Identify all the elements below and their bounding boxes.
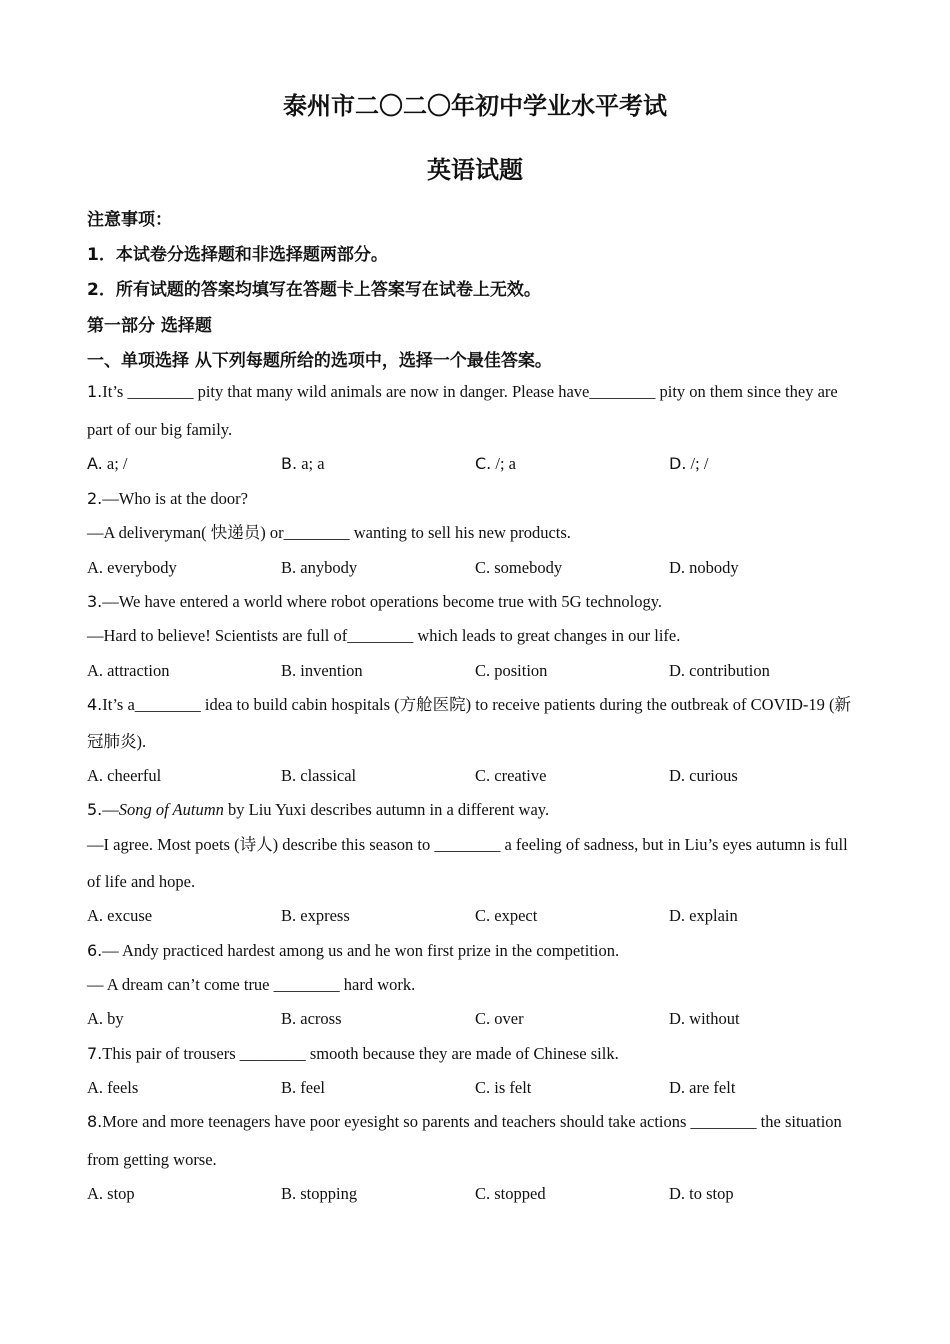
exam-title: 泰州市二〇二〇年初中学业水平考试 — [283, 92, 667, 120]
question-4-stem — [87, 694, 867, 716]
question-number: 6. — [87, 941, 103, 960]
option-d: D. curious — [669, 766, 738, 785]
option-b: B. invention — [281, 661, 363, 680]
question-3-stem — [87, 591, 867, 613]
question-text: More and more teenagers have poor eyesight so parents and teachers should take actions ________ the situation — [102, 1112, 842, 1131]
question-8-stem-cont: from getting worse. — [87, 1150, 217, 1169]
option-b: B. classical — [281, 766, 357, 785]
option-c: C. expect — [475, 906, 538, 925]
notice-header: 注意事项： — [87, 210, 172, 230]
notice-item: 2．所有试题的答案均填写在答题卡上答案写在试卷上无效。 — [87, 280, 541, 300]
question-2-stem-cont: —A deliveryman( 快递员) or________ wanting to sell his new products. — [87, 523, 571, 542]
question-number: 7. — [87, 1044, 103, 1063]
question-number: 4. — [87, 695, 103, 714]
option-a: A. attraction — [87, 661, 170, 680]
question-6-stem — [87, 940, 867, 962]
option-a: A. cheerful — [87, 766, 162, 785]
option-b: B. stopping — [281, 1184, 358, 1203]
option-c: C. is felt — [475, 1078, 532, 1097]
exam-subtitle: 英语试题 — [427, 156, 523, 184]
option-c: C. position — [475, 661, 548, 680]
question-text: —Who is at the door? — [102, 489, 248, 508]
option-d: D. nobody — [669, 558, 739, 577]
option-d: D. without — [669, 1009, 740, 1028]
option-a: A. excuse — [87, 906, 153, 925]
question-text: — Andy practiced hardest among us and he won first prize in the competition. — [102, 941, 620, 960]
option-d: D. to stop — [669, 1184, 734, 1203]
question-text: It’s ________ pity that many wild animals are now in danger. Please have________ pity on them since they are — [102, 382, 838, 401]
option-a: A. a; / — [87, 454, 128, 473]
question-text: It’s a________ idea to build cabin hospitals (方舱医院) to receive patients during the outbreak of COVID-19 (新 — [102, 695, 852, 714]
option-c: C. somebody — [475, 558, 563, 577]
option-a: A. everybody — [87, 558, 177, 577]
option-d: D. contribution — [669, 661, 770, 680]
question-5-stem — [87, 799, 867, 821]
question-7-stem — [87, 1043, 867, 1065]
part-heading: 第一部分 选择题 — [87, 316, 212, 336]
option-c: C. /; a — [475, 454, 517, 473]
poem-title: Song of Autumn — [118, 800, 224, 819]
question-3-stem-cont: —Hard to believe! Scientists are full of________ which leads to great changes in our life. — [87, 626, 681, 645]
option-d: D. are felt — [669, 1078, 736, 1097]
question-4-stem-cont: 冠肺炎). — [87, 732, 147, 751]
question-5-stem-cont: —I agree. Most poets (诗人) describe this season to ________ a feeling of sadness, but in Liu’s eyes autumn is full — [87, 835, 848, 854]
option-c: C. over — [475, 1009, 524, 1028]
question-number: 1. — [87, 382, 103, 401]
question-1-stem-cont: part of our big family. — [87, 420, 233, 439]
option-b: B. across — [281, 1009, 342, 1028]
question-6-stem-cont: — A dream can’t come true ________ hard work. — [87, 975, 416, 994]
question-5-stem-cont: of life and hope. — [87, 872, 196, 891]
option-a: A. by — [87, 1009, 124, 1028]
question-2-stem — [87, 488, 867, 510]
question-number: 5. — [87, 800, 103, 819]
option-c: C. stopped — [475, 1184, 546, 1203]
option-a: A. stop — [87, 1184, 135, 1203]
option-b: B. express — [281, 906, 350, 925]
option-b: B. anybody — [281, 558, 358, 577]
option-a: A. feels — [87, 1078, 139, 1097]
notice-item: 1．本试卷分选择题和非选择题两部分。 — [87, 245, 388, 265]
question-text: This pair of trousers ________ smooth because they are made of Chinese silk. — [102, 1044, 619, 1063]
question-1-stem — [87, 381, 867, 403]
option-d: D. /; / — [669, 454, 709, 473]
option-d: D. explain — [669, 906, 738, 925]
option-b: B. a; a — [281, 454, 325, 473]
option-c: C. creative — [475, 766, 547, 785]
question-text: by Liu Yuxi describes autumn in a different way. — [223, 800, 550, 819]
option-b: B. feel — [281, 1078, 325, 1097]
question-text: — — [102, 800, 119, 819]
section-heading: 一、单项选择 从下列每题所给的选项中，选择一个最佳答案。 — [87, 351, 552, 371]
question-number: 3. — [87, 592, 103, 611]
question-8-stem — [87, 1111, 867, 1133]
question-text: —We have entered a world where robot operations become true with 5G technology. — [102, 592, 663, 611]
question-number: 2. — [87, 489, 103, 508]
question-number: 8. — [87, 1112, 103, 1131]
